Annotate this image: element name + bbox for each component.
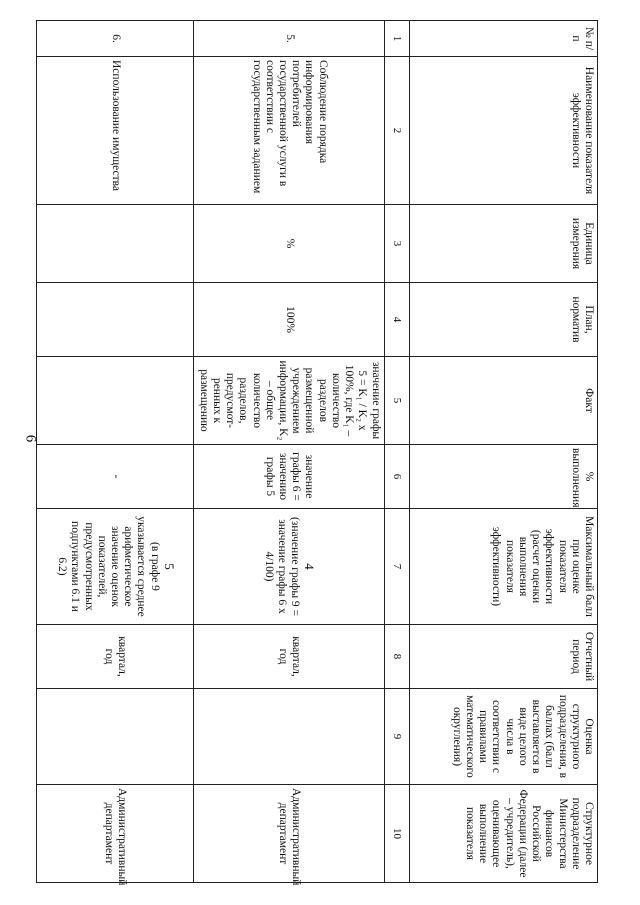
- max-score-cell: [194, 509, 384, 625]
- score-cell: [194, 689, 384, 785]
- unit-cell: %: [194, 205, 384, 283]
- max-score-note: (значение графы 9 = значение графы 6 x 4/100): [262, 516, 302, 617]
- max-score-value: 5: [161, 563, 177, 570]
- header-cell: Наименование показателя эффективности: [409, 57, 597, 205]
- header-cell: Максимальный балл при оценке показателя эффективности (расчет оценки выполнения показателя эффективности): [409, 509, 597, 625]
- column-number: 3: [384, 205, 409, 283]
- percent-cell: значение графы 6 = значению графы 5: [194, 445, 384, 509]
- column-number: 5: [384, 357, 409, 445]
- fact-cell: значение графы 5 = K₁ / K₂ x 100%, где K₁ – количество разделов размещенной учреждением информации, K₂ – общее количество разделов, предусмот-ренных к размещению: [194, 357, 384, 445]
- header-cell: Отчетный период: [409, 625, 597, 689]
- column-number: 1: [384, 21, 409, 57]
- unit-cell: [37, 205, 194, 283]
- percent-cell: -: [37, 445, 194, 509]
- header-cell: План, норматив: [409, 283, 597, 357]
- header-cell: Единица измерения: [409, 205, 597, 283]
- table-row: [194, 21, 384, 883]
- indicator-name: Использование имущества: [37, 57, 194, 205]
- header-cell: № п/п: [409, 21, 597, 57]
- period-cell: квартал, год: [37, 625, 194, 689]
- plan-cell: 100%: [194, 283, 384, 357]
- row-number: 6.: [37, 21, 194, 57]
- column-number: 7: [384, 509, 409, 625]
- plan-cell: [37, 283, 194, 357]
- column-number: 4: [384, 283, 409, 357]
- efficiency-indicators-table: [36, 20, 598, 886]
- department-cell: Административный департамент: [37, 785, 194, 883]
- period-cell: квартал, год: [194, 625, 384, 689]
- table-row: [37, 21, 194, 883]
- header-cell: % выполнения: [409, 445, 597, 509]
- column-number: 6: [384, 445, 409, 509]
- header-cell: Структурное подразделение Министерства финансов Российской Федерации (далее – учредитель), оценивающее выполнение показателя: [409, 785, 597, 883]
- page-number: 6: [22, 434, 39, 443]
- department-cell: Административный департамент: [194, 785, 384, 883]
- header-cell: Оценка структурного подразделения, в баллах (балл выставляется в виде целого числа в соответствии с правилами математического округления): [409, 689, 597, 785]
- fact-cell: [37, 357, 194, 445]
- header-cell: Факт: [409, 357, 597, 445]
- max-score-cell: [37, 509, 194, 625]
- max-score-note: (в графе 9 указывается среднее арифметическое значение оценок показателей, предусмотренных подпунктами 6.1 и 6.2): [56, 516, 161, 617]
- max-score-value: 4: [302, 563, 318, 570]
- column-number: 8: [384, 625, 409, 689]
- header-row: [409, 21, 597, 883]
- column-number: 10: [384, 785, 409, 883]
- indicator-name: Соблюдение порядка информирования потребителей государственной услуги в соответствии с государственным заданием: [194, 57, 384, 205]
- column-number-row: [384, 21, 409, 883]
- column-number: 2: [384, 57, 409, 205]
- score-cell: [37, 689, 194, 785]
- column-number: 9: [384, 689, 409, 785]
- rotated-table-wrapper: [36, 20, 598, 886]
- row-number: 5.: [194, 21, 384, 57]
